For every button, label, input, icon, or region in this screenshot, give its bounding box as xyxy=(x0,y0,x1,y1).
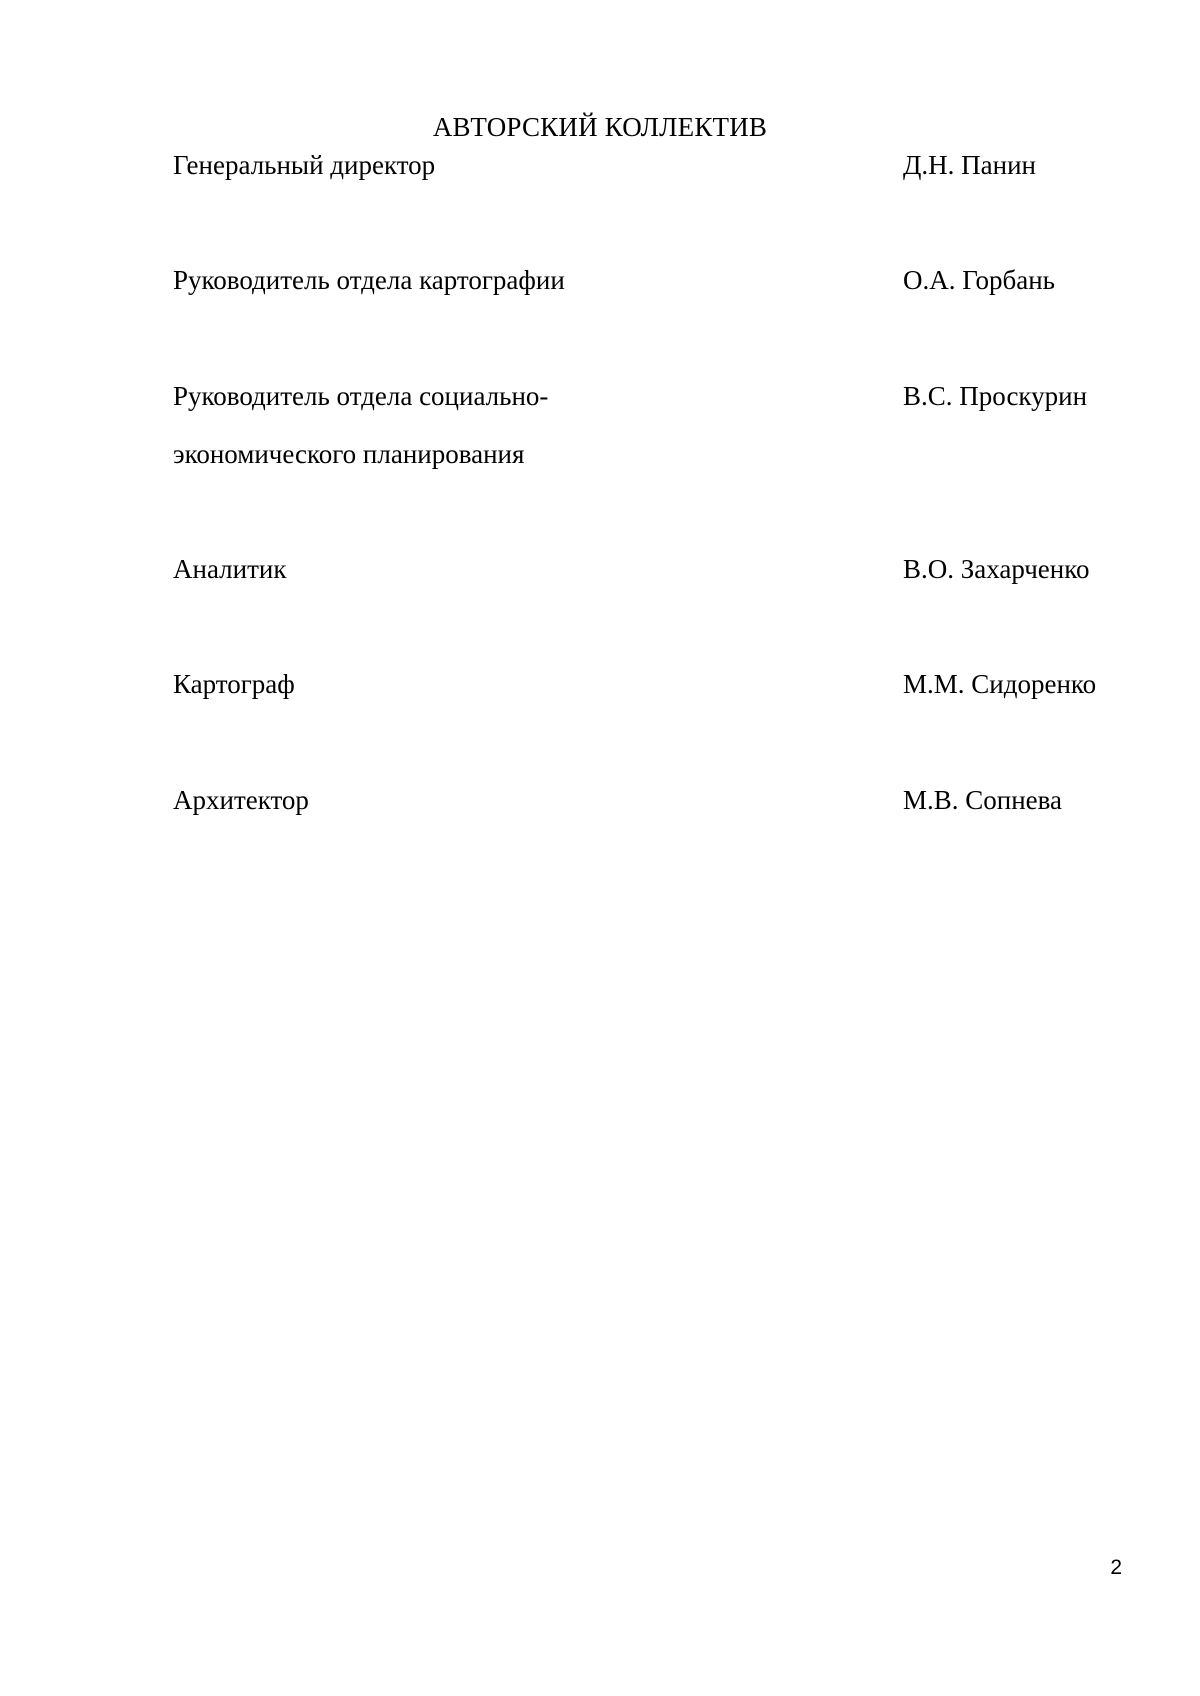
member-name: М.М. Сидоренко xyxy=(903,669,1097,699)
member-name: О.А. Горбань xyxy=(903,265,1055,295)
member-name: Д.Н. Панин xyxy=(903,150,1036,180)
page-title: АВТОРСКИЙ КОЛЛЕКТИВ xyxy=(432,112,768,142)
member-role: Руководитель отдела картографии xyxy=(173,265,565,295)
member-role: Архитектор xyxy=(173,785,309,815)
page-number: 2 xyxy=(1110,1556,1122,1579)
member-role: Картограф xyxy=(173,669,295,699)
member-role: Руководитель отдела социально-экономического планирования xyxy=(173,381,549,469)
member-name: В.О. Захарченко xyxy=(903,554,1090,584)
member-role: Аналитик xyxy=(173,554,287,584)
member-name: М.В. Сопнева xyxy=(903,785,1063,815)
member-role: Генеральный директор xyxy=(173,150,436,180)
member-name: В.С. Проскурин xyxy=(903,381,1088,411)
